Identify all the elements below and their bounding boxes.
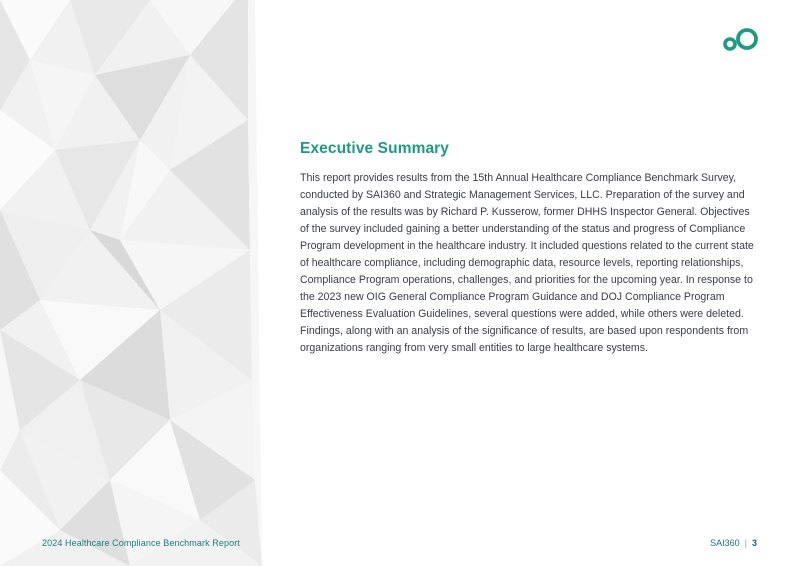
footer-separator: | [744,538,747,548]
decorative-polygon-background [0,0,266,566]
footer-brand: SAI360 [710,538,740,548]
section-title: Executive Summary [300,140,450,157]
sai360-logo-icon [722,27,760,53]
page-number: 3 [751,538,757,548]
section-body: This report provides results from the 15th Annual Healthcare Compliance Benchmark Survey, conducted by SAI360 and Strategic Management Services, LLC. Preparation of the survey and analysis of the results was by Richard P. Kusserow, former DHHS Inspector General. Objectives of the survey included gaining a better understanding of the status and progress of Compliance Program development in the healthcare industry. It included questions related to the current state of healthcare compliance, including demographic data, resource levels, reporting relationships, Compliance Program operations, challenges, and priorities for the upcoming year. In response to the 2023 new OIG General Compliance Program Guidance and DOJ Compliance Program Effectiveness Evaluation Guidelines, several questions were added, while others were deleted. Findings, along with an analysis of the significance of results, are based upon respondents from organizations ranging from very small entities to large healthcare systems. [300,172,754,355]
footer-page-info [710,538,757,548]
footer-report-title: 2024 Healthcare Compliance Benchmark Report [42,538,240,548]
executive-summary-section [300,140,758,358]
